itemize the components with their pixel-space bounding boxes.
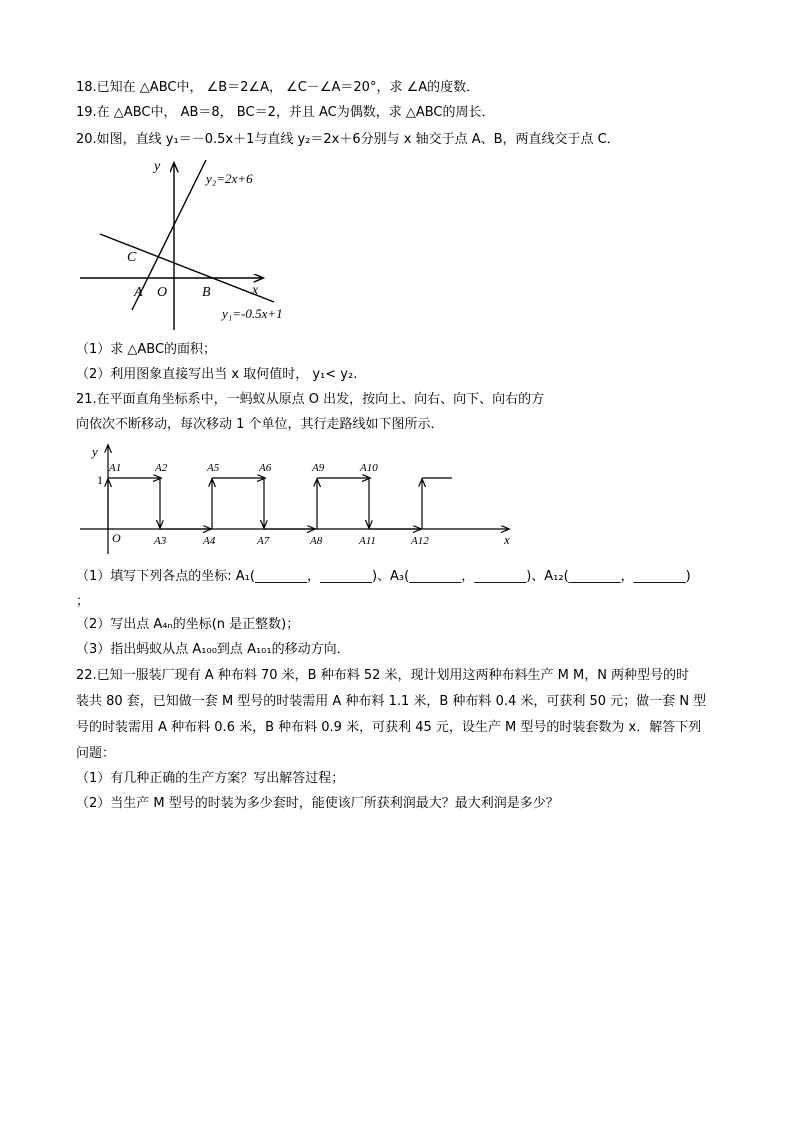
y-axis-label: y	[92, 444, 98, 459]
line-y2-label: y₂=2x+6	[206, 171, 253, 186]
y-axis-label: y	[154, 159, 161, 174]
q21-sub1-tail: ；	[76, 594, 90, 609]
q20-sub1: （1）求 △ABC的面积；	[76, 342, 217, 357]
label-a2: A2	[155, 462, 168, 474]
label-a6: A6	[259, 462, 272, 474]
point-c-label: C	[127, 250, 137, 265]
line-y1-label: y₁=-0.5x+1	[222, 306, 283, 321]
point-a-label: A	[134, 285, 143, 300]
q22-line4: 问题：	[76, 746, 116, 761]
label-a10: A10	[360, 462, 378, 474]
origin-label: O	[157, 285, 168, 300]
x-axis-label: x	[504, 532, 510, 547]
label-a8: A8	[310, 535, 323, 547]
q20-sub2: （2）利用图象直接写出当 x 取何值时， y₁< y₂.	[76, 367, 358, 382]
label-a1: A1	[109, 462, 122, 474]
q22-line2: 装共 80 套，已知做一套 M 型号的时装需用 A 种布料 1.1 米，B 种布料 0.4 米，可获利 50 元；做一套 N 型	[76, 694, 707, 709]
question-20: 20.如图，直线 y₁＝－0.5x＋1与直线 y₂＝2x＋6分别与 x 轴交于点 A、B，两直线交于点 C．	[76, 132, 620, 147]
label-a7: A7	[257, 535, 270, 547]
label-a5: A5	[207, 462, 220, 474]
label-a12: A12	[411, 535, 429, 547]
label-a11: A11	[359, 535, 376, 547]
q21-sub1: （1）填写下列各点的坐标: A₁(________，________)、A₃(________，________)、A₁₂(________，________)	[76, 569, 691, 584]
ant-path	[108, 478, 452, 529]
q22-sub1: （1）有几种正确的生产方案？写出解答过程；	[76, 771, 345, 786]
label-a9: A9	[312, 462, 325, 474]
q21-line2: 向依次不断移动，每次移动 1 个单位，其行走路线如下图所示．	[76, 417, 444, 432]
question-18: 18.已知在 △ABC中， ∠B＝2∠A， ∠C－∠A＝20°，求 ∠A的度数．	[76, 80, 480, 95]
q22-line1: 22.已知一服装厂现有 A 种布料 70 米，B 种布料 52 米，现计划用这两种布料生产 M M，N 两种型号的时	[76, 668, 690, 683]
point-b-label: B	[202, 285, 211, 300]
label-a4: A4	[203, 535, 216, 547]
q21-line1: 21.在平面直角坐标系中，一蚂蚁从原点 O 出发，按向上、向右、向下、向右的方	[76, 392, 545, 407]
question-19: 19.在 △ABC中， AB＝8， BC＝2，并且 AC为偶数，求 △ABC的周长．	[76, 105, 495, 120]
label-a3: A3	[154, 535, 167, 547]
line-y2	[132, 160, 206, 310]
q22-sub2: （2）当生产 M 型号的时装为多少套时，能使该厂所获利润最大？最大利润是多少？	[76, 796, 559, 811]
q21-path-graph	[76, 440, 526, 560]
x-axis-label: x	[252, 283, 259, 298]
q21-sub2: （2）写出点 A₄ₙ的坐标(n 是正整数)；	[76, 617, 300, 632]
origin-label: O	[112, 531, 121, 545]
unit-label: 1	[97, 473, 103, 487]
q20-graph	[74, 150, 314, 335]
q21-sub3: （3）指出蚂蚁从点 A₁₀₀到点 A₁₀₁的移动方向．	[76, 642, 350, 657]
q22-line3: 号的时装需用 A 种布料 0.6 米，B 种布料 0.9 米，可获利 45 元，设生产 M 型号的时装套数为 x．解答下列	[76, 720, 702, 735]
line-y1	[100, 234, 274, 302]
